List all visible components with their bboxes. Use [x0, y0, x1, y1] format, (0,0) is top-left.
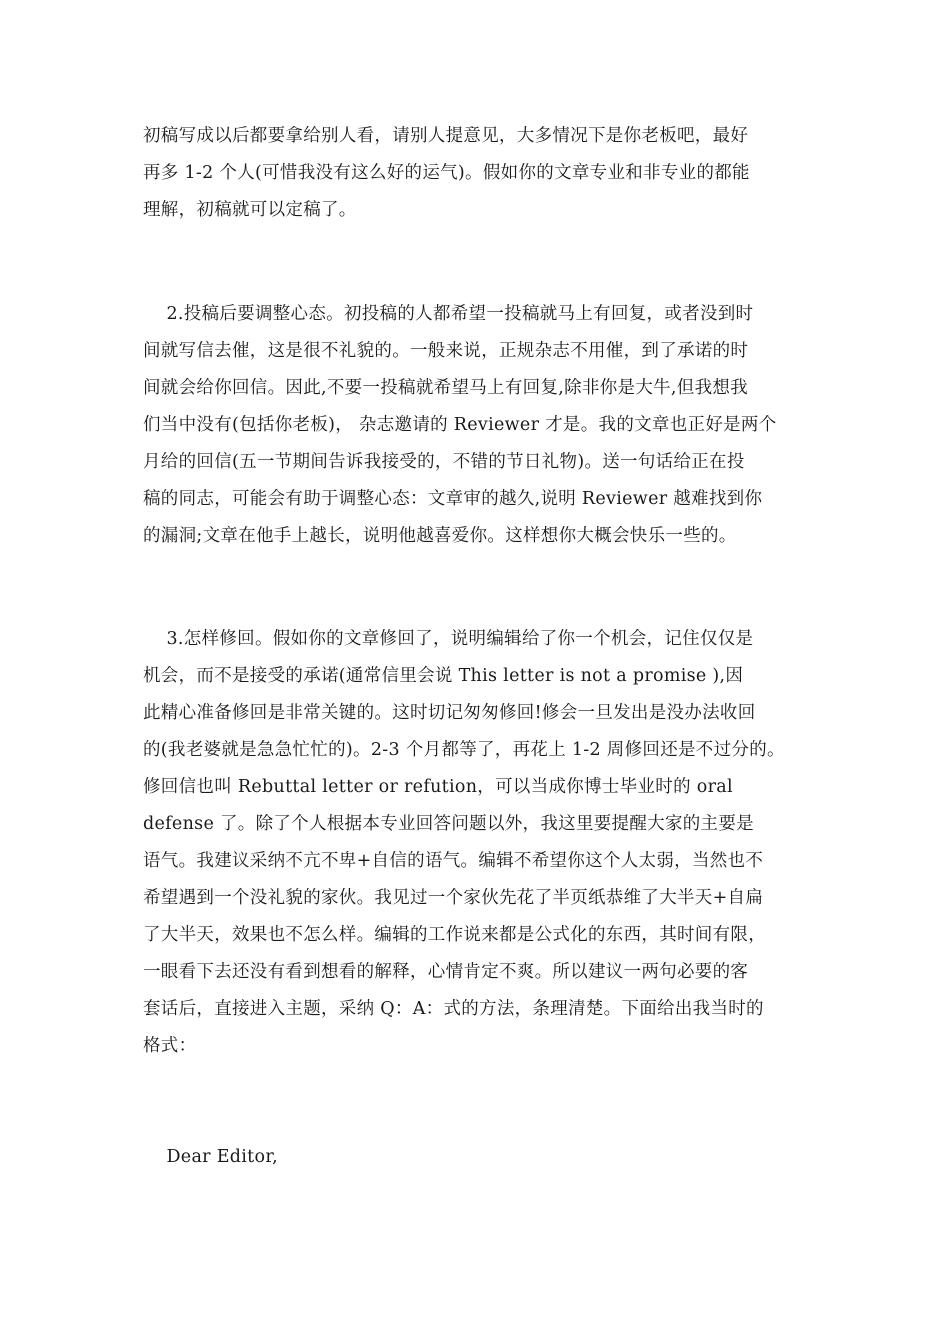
text-line: 修回信也叫 Rebuttal letter or refution，可以当成你博士毕业时的 oral: [143, 777, 733, 797]
text-line: 格式：: [143, 1036, 197, 1056]
text-line: 套话后，直接进入主题，采纳 Q：A：式的方法，条理清楚。下面给出我当时的: [143, 999, 764, 1019]
text-line: 的漏洞;文章在他手上越长，说明他越喜爱你。这样想你大概会快乐一些的。: [143, 526, 737, 546]
text-line: 此精心准备修回是非常关键的。这时切记匆匆修回!修会一旦发出是没办法收回: [143, 703, 756, 723]
paragraph-draft-review: [143, 118, 843, 229]
text-line: 一眼看下去还没有看到想看的解释，心情肯定不爽。所以建议一两句必要的客: [143, 962, 749, 982]
text-line: 间就写信去催，这是很不礼貌的。一般来说，正规杂志不用催，到了承诺的时: [143, 341, 749, 361]
text-line: 语气。我建议采纳不亢不卑+自信的语气。编辑不希望你这个人太弱，当然也不: [143, 851, 764, 871]
text-line: 了大半天，效果也不怎么样。编辑的工作说来都是公式化的东西，其时间有限，: [143, 925, 766, 945]
text-line: 间就会给你回信。因此,不要一投稿就希望马上有回复,除非你是大牛,但我想我: [143, 378, 748, 398]
text-line: 再多 1-2 个人(可惜我没有这么好的运气)。假如你的文章专业和非专业的都能: [143, 163, 750, 183]
paragraph-salutation: [143, 1139, 843, 1176]
text-line: 希望遇到一个没礼貌的家伙。我见过一个家伙先花了半页纸恭维了大半天+自扁: [143, 888, 764, 908]
text-line: defense 了。除了个人根据本专业回答问题以外，我这里要提醒大家的主要是: [143, 814, 754, 834]
text-line: 理解，初稿就可以定稿了。: [143, 200, 357, 220]
text-line: 稿的同志，可能会有助于调整心态：文章审的越久,说明 Reviewer 越难找到你: [143, 489, 763, 509]
paragraph-submission-mindset: [143, 296, 843, 555]
text-line: 机会，而不是接受的承诺(通常信里会说 This letter is not a promise ),因: [143, 666, 744, 686]
text-line: 3.怎样修回。假如你的文章修回了，说明编辑给了你一个机会，记住仅仅是: [143, 629, 754, 649]
paragraph-revision: [143, 621, 843, 1065]
text-line: Dear Editor,: [143, 1147, 278, 1167]
text-line: 月给的回信(五一节期间告诉我接受的，不错的节日礼物)。送一句话给正在投: [143, 452, 745, 472]
text-line: 的(我老婆就是急急忙忙的)。2-3 个月都等了，再花上 1-2 周修回还是不过分的。: [143, 740, 785, 760]
text-line: 初稿写成以后都要拿给别人看，请别人提意见，大多情况下是你老板吧，最好: [143, 126, 749, 146]
text-line: 2.投稿后要调整心态。初投稿的人都希望一投稿就马上有回复，或者没到时: [143, 304, 754, 324]
text-line: 们当中没有(包括你老板)， 杂志邀请的 Reviewer 才是。我的文章也正好是两个: [143, 415, 777, 435]
